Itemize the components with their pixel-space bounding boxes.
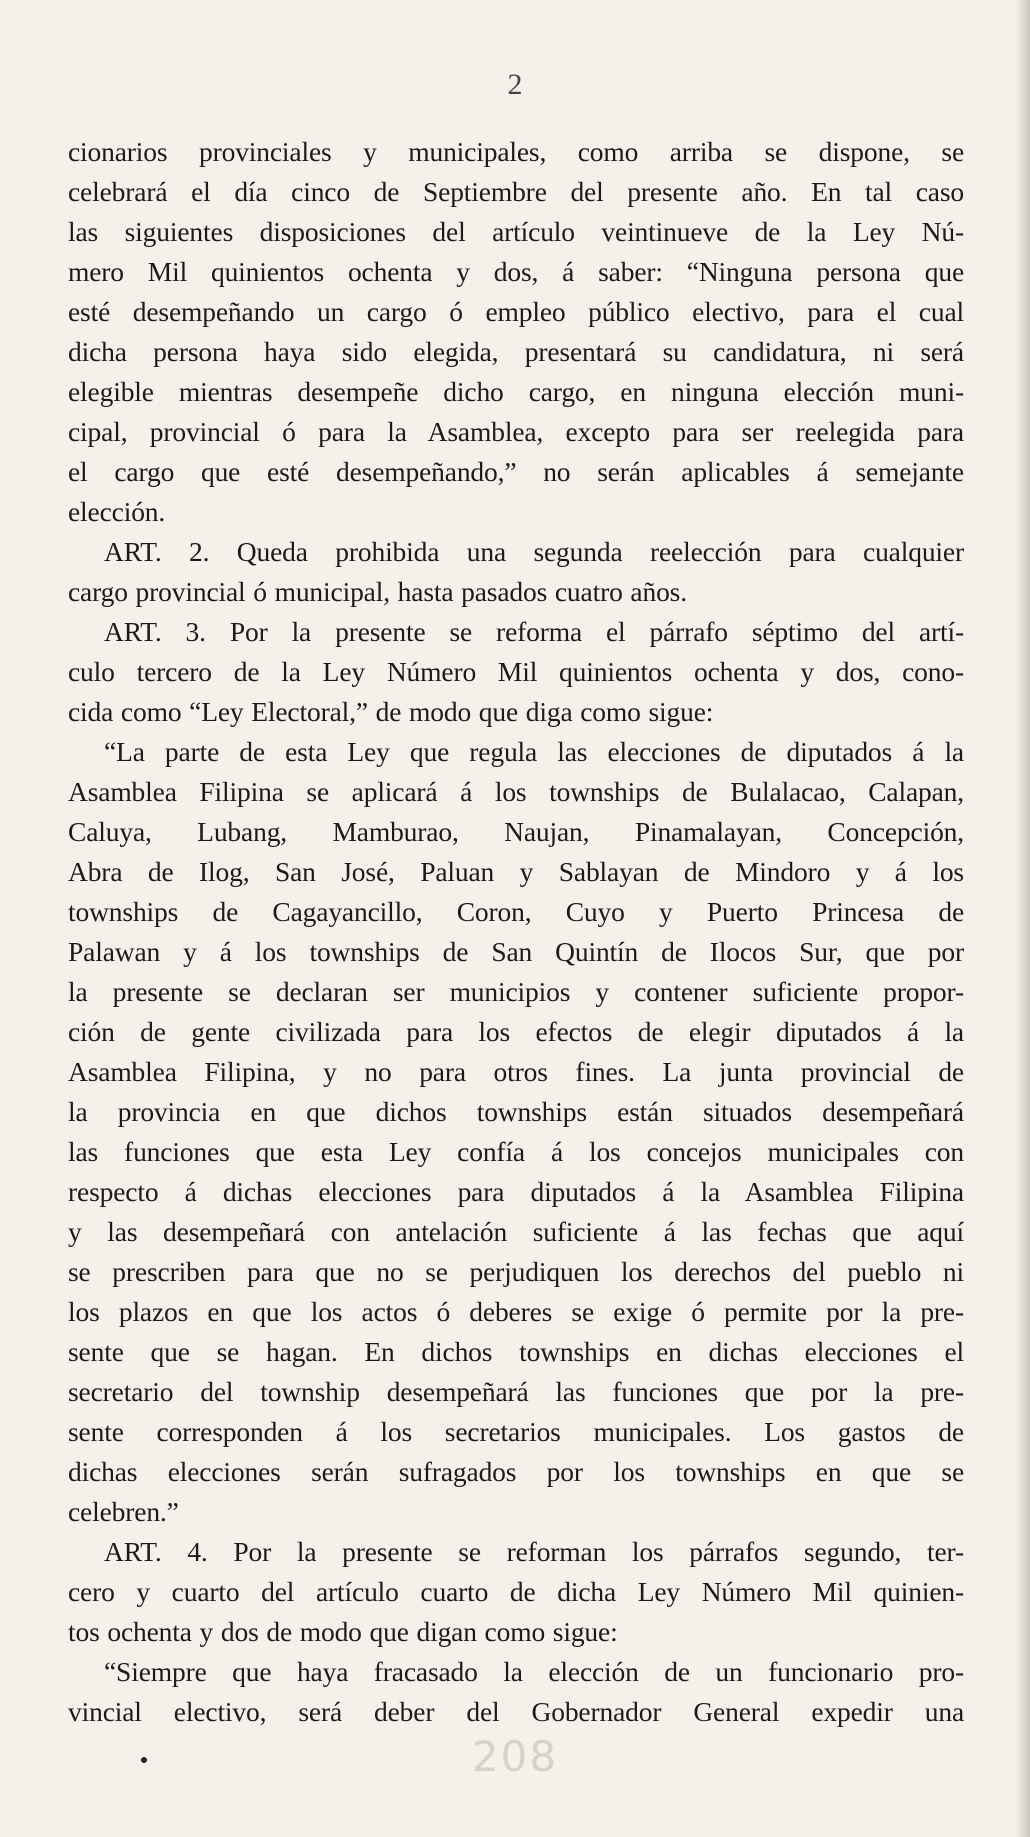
article-heading-line: ART. 4. Por la presente se reforman los párrafos segundo, ter- [104, 1536, 964, 1567]
text-line: tos ochenta y dos de modo que digan como sigue: [68, 1616, 618, 1647]
quote-start-line: “La parte de esta Ley que regula las elecciones de diputados á la [104, 736, 964, 767]
text-line: la presente se declaran ser municipios y contener suficiente propor- [68, 976, 964, 1007]
text-line: culo tercero de la Ley Número Mil quinientos ochenta y dos, cono- [68, 656, 964, 687]
text-line: respecto á dichas elecciones para diputados á la Asamblea Filipina [68, 1176, 964, 1207]
text-line: ción de gente civilizada para los efectos de elegir diputados á la [68, 1016, 964, 1047]
text-line: dichas elecciones serán sufragados por los townships en que se [68, 1456, 964, 1487]
text-line: Asamblea Filipina, y no para otros fines. La junta provincial de [68, 1056, 964, 1087]
text-line: townships de Cagayancillo, Coron, Cuyo y Puerto Princesa de [68, 896, 964, 927]
text-line: Asamblea Filipina se aplicará á los townships de Bulalacao, Calapan, [68, 776, 964, 807]
text-line: cero y cuarto del artículo cuarto de dicha Ley Número Mil quinien- [68, 1576, 964, 1607]
text-line: las siguientes disposiciones del artículo veintinueve de la Ley Nú- [68, 216, 964, 247]
text-line: secretario del township desempeñará las funciones que por la pre- [68, 1376, 964, 1407]
text-line: celebren.” [68, 1496, 179, 1527]
text-line: dicha persona haya sido elegida, presentará su candidatura, ni será [68, 336, 964, 367]
text-line: se prescriben para que no se perjudiquen los derechos del pueblo ni [68, 1256, 964, 1287]
text-line: Caluya, Lubang, Mamburao, Naujan, Pinamalayan, Concepción, [68, 816, 964, 847]
body-text [68, 132, 964, 1732]
quote-start-line: “Siempre que haya fracasado la elección de un funcionario pro- [104, 1656, 964, 1687]
text-line: esté desempeñando un cargo ó empleo público electivo, para el cual [68, 296, 964, 327]
text-line: elegible mientras desempeñe dicho cargo, en ninguna elección muni- [68, 376, 964, 407]
text-line: mero Mil quinientos ochenta y dos, á saber: “Ninguna persona que [68, 256, 964, 287]
text-line: la provincia en que dichos townships están situados desempeñará [68, 1096, 964, 1127]
text-line: cargo provincial ó municipal, hasta pasados cuatro años. [68, 576, 687, 607]
text-line: vincial electivo, será deber del Gobernador General expedir una [68, 1696, 964, 1727]
text-line: Palawan y á los townships de San Quintín de Ilocos Sur, que por [68, 936, 964, 967]
text-line: el cargo que esté desempeñando,” no serán aplicables á semejante [68, 456, 964, 487]
text-line: cionarios provinciales y municipales, como arriba se dispone, se [68, 136, 964, 167]
text-line: Abra de Ilog, San José, Paluan y Sablayan de Mindoro y á los [68, 856, 964, 887]
text-line: sente corresponden á los secretarios municipales. Los gastos de [68, 1416, 964, 1447]
text-line: elección. [68, 496, 166, 527]
page-number: 2 [507, 68, 523, 101]
text-line: sente que se hagan. En dichos townships en dichas elecciones el [68, 1336, 964, 1367]
page-edge-shadow [1016, 0, 1030, 1837]
folio-stamp: 208 [471, 1732, 559, 1781]
article-heading-line: ART. 2. Queda prohibida una segunda reelección para cualquier [104, 536, 964, 567]
text-line: celebrará el día cinco de Septiembre del presente año. En tal caso [68, 176, 964, 207]
text-line: y las desempeñará con antelación suficiente á las fechas que aquí [68, 1216, 964, 1247]
text-line: cida como “Ley Electoral,” de modo que diga como sigue: [68, 696, 714, 727]
text-line: las funciones que esta Ley confía á los concejos municipales con [68, 1136, 964, 1167]
article-heading-line: ART. 3. Por la presente se reforma el párrafo séptimo del artí- [104, 616, 964, 647]
text-line: los plazos en que los actos ó deberes se exige ó permite por la pre- [68, 1296, 964, 1327]
text-line: cipal, provincial ó para la Asamblea, excepto para ser reelegida para [68, 416, 964, 447]
